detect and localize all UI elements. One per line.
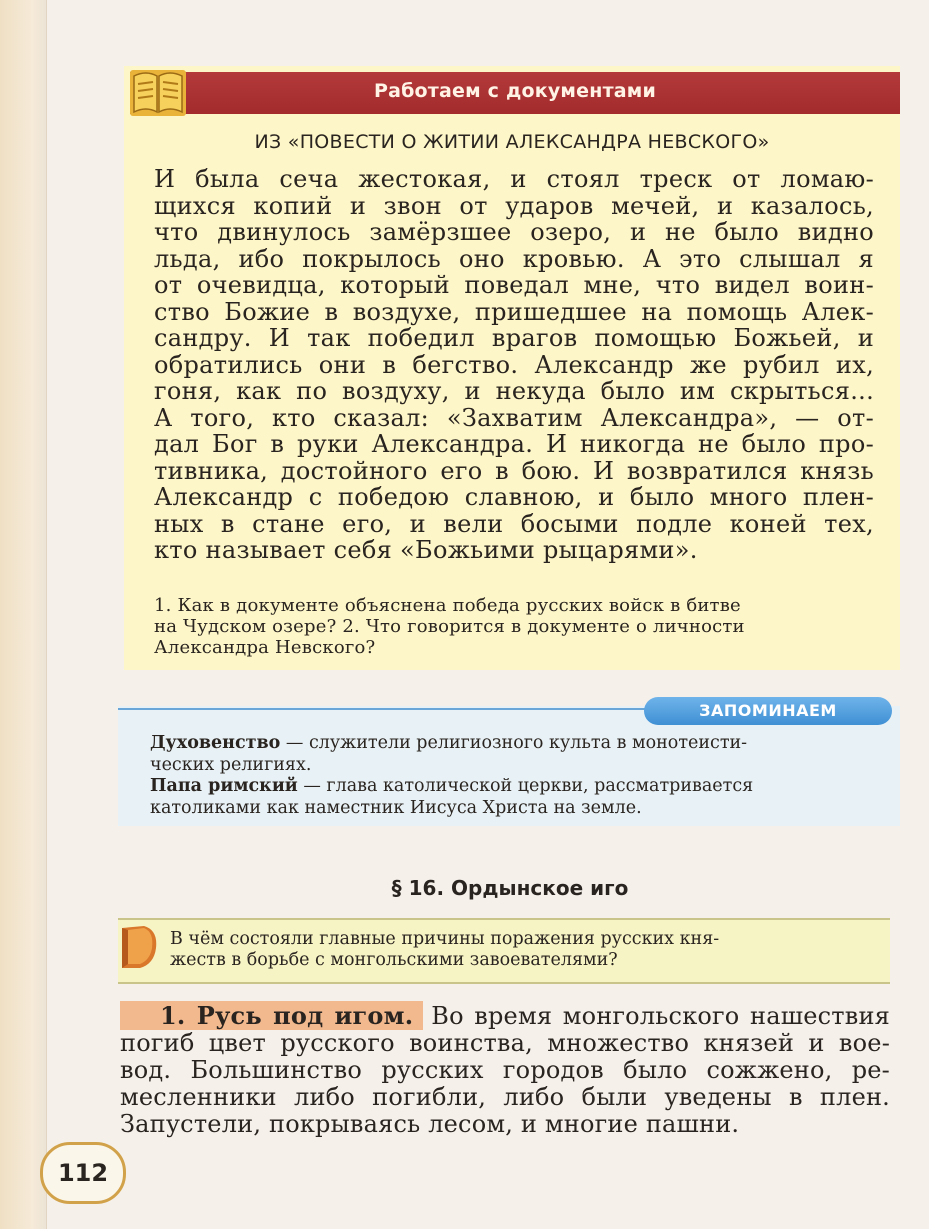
document-text-line: щихся копий и звон от ударов мечей, и казалось, [154, 191, 874, 220]
document-question-line: на Чудском озере? 2. Что говорится в документе о личности [154, 616, 745, 637]
document-text-line: гоня, как по воздуху, и некуда было им скрыться... [154, 377, 874, 405]
document-text-line: А того, кто сказал: «Захватим Александра», — от- [154, 403, 874, 432]
section-question [170, 929, 870, 971]
document-subtitle: ИЗ «ПОВЕСТИ О ЖИТИИ АЛЕКСАНДРА НЕВСКОГО» [254, 131, 770, 153]
document-text-line: что двинулось замёрзшее озеро, и не было видно [154, 218, 874, 246]
document-text-line: тивника, достойного его в бою. И возвратился князь [154, 456, 874, 485]
definition-line [150, 733, 890, 755]
definition-text: — глава католической церкви, рассматривается [297, 776, 754, 796]
section-question-line: жеств в борьбе с монгольскими завоевателями? [170, 950, 618, 970]
body-text-line [120, 1002, 890, 1030]
definition-line [150, 776, 890, 798]
document-text-line: кто называет себя «Божьими рыцарями». [154, 536, 698, 564]
document-question-line: Александра Невского? [154, 637, 376, 658]
body-text-line: вод. Большинство русских городов было сожжено, ре- [120, 1056, 890, 1084]
document-question-line: 1. Как в документе объяснена победа русских войск в битве [154, 595, 741, 616]
document-text-line: льда, ибо покрылось оно кровью. А это слышал я [154, 244, 874, 273]
section-body-text [120, 1002, 890, 1138]
question-bookmark-icon [118, 922, 162, 970]
page-number: 112 [40, 1142, 126, 1204]
document-text-line: дал Бог в руки Александра. И никогда не было про- [154, 430, 874, 458]
document-text [154, 166, 874, 564]
document-text-line: от очевидца, который поведал мне, что видел воин- [154, 271, 874, 299]
document-text-line: обратились они в бегство. Александр же рубил их, [154, 350, 874, 379]
body-text-line: погиб цвет русского воинства, множество князей и вое- [120, 1029, 890, 1057]
document-header-bar [130, 72, 900, 114]
document-text-line: И была сеча жестокая, и стоял треск от ломаю- [154, 165, 874, 193]
body-text-first: Во время монгольского нашествия [431, 1002, 890, 1030]
definition-line: ческих религиях. [150, 754, 312, 775]
definition-line: католиками как наместник Иисуса Христа на земле. [150, 797, 642, 818]
section-title: § 16. Ордынское иго [391, 876, 629, 900]
body-text-line: месленники либо погибли, либо были уведены в плен. [120, 1083, 890, 1111]
subheading: 1. Русь под игом. [120, 1001, 423, 1030]
document-text-line: ных в стане его, и вели босыми подле коней тех, [154, 509, 874, 538]
body-text-line: Запустели, покрываясь лесом, и многие пашни. [120, 1110, 740, 1138]
definition-term: Папа римский [150, 776, 298, 796]
remember-divider [118, 708, 648, 710]
document-text-line: Александр с победою славною, и было много плен- [154, 483, 874, 511]
section-question-line: В чём состояли главные причины поражения русских кня- [170, 929, 720, 949]
remember-definitions [150, 733, 890, 819]
document-text-line: сандру. И так победил врагов помощью Божьей, и [154, 324, 874, 352]
definition-term: Духовенство [150, 733, 281, 753]
document-text-line: ство Божие в воздухе, пришедшее на помощь Алек- [154, 297, 874, 326]
definition-text: — служители религиозного культа в монотеисти- [280, 733, 748, 753]
open-book-icon [128, 64, 188, 120]
document-questions [154, 595, 874, 658]
remember-tab: ЗАПОМИНАЕМ [644, 697, 892, 725]
page-left-margin [0, 0, 47, 1229]
document-header-title: Работаем с документами [373, 80, 657, 102]
